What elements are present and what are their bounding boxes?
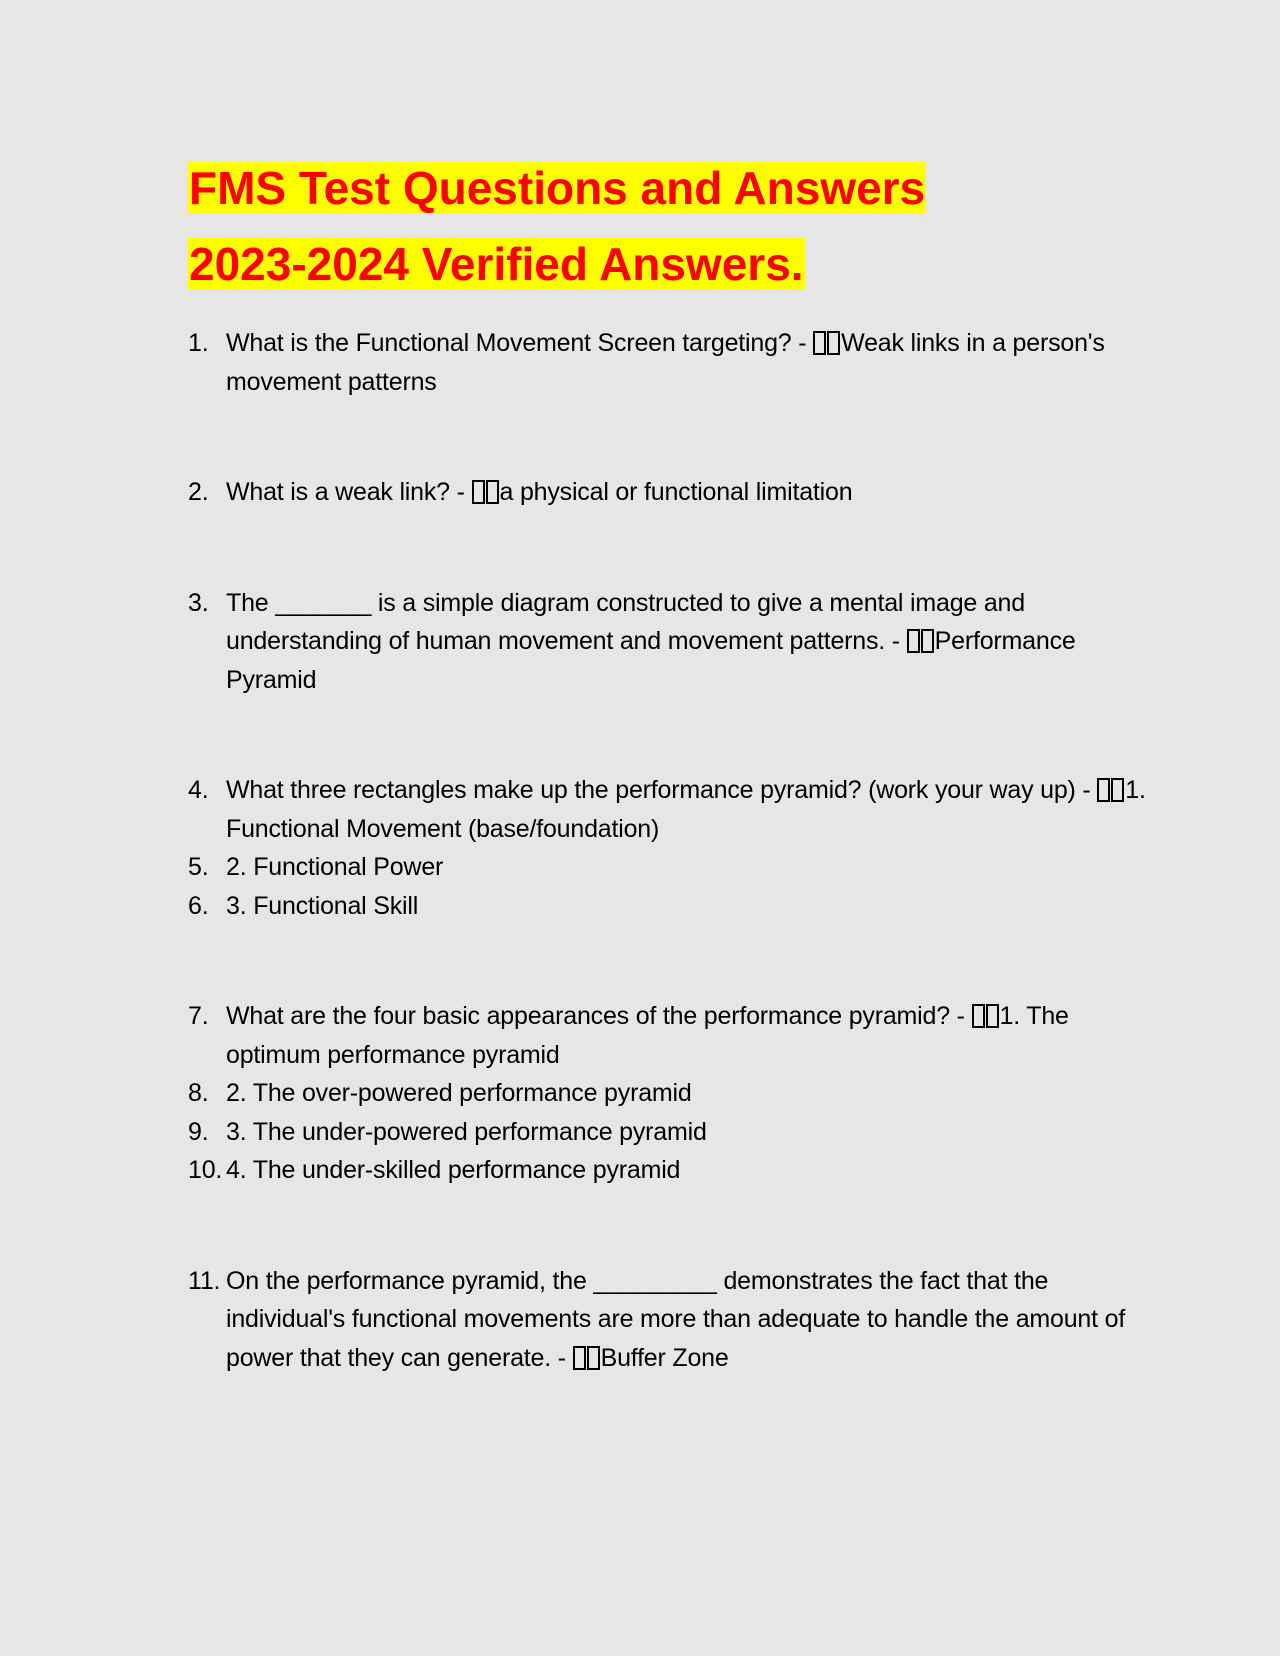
answer-text: 2. The over-powered performance pyramid — [226, 1079, 692, 1107]
question-text: What are the four basic appearances of the performance pyramid? - — [226, 1002, 972, 1030]
item-number: 2. — [188, 478, 209, 506]
item-number: 6. — [188, 891, 209, 920]
document-page — [188, 150, 1148, 1377]
list-item — [188, 584, 1148, 700]
title-line-2: 2023-2024 Verified Answers. — [189, 238, 804, 290]
item-number: 1. — [188, 329, 209, 357]
item-number: 5. — [188, 853, 209, 881]
list-item — [188, 324, 1148, 401]
question-text: What is the Functional Movement Screen targeting? - — [226, 329, 814, 357]
item-number: 11. — [188, 1266, 221, 1295]
missing-glyph-icon — [972, 1004, 985, 1028]
item-number: 9. — [188, 1117, 209, 1146]
missing-glyph-icon — [907, 629, 920, 653]
item-number: 8. — [188, 1079, 209, 1107]
answer-text: a physical or functional limitation — [499, 478, 853, 506]
answer-text: Performance Pyramid — [226, 627, 1076, 694]
question-text: What is a weak link? - — [226, 478, 472, 506]
missing-glyph-icon — [1111, 778, 1124, 802]
missing-glyph-icon — [573, 1346, 586, 1370]
list-item — [188, 1074, 1148, 1113]
question-list — [188, 324, 1148, 1377]
missing-glyph-icon — [813, 331, 826, 355]
missing-glyph-icon — [827, 331, 840, 355]
missing-glyph-icon — [1097, 778, 1110, 802]
item-number: 7. — [188, 1002, 209, 1030]
document-title — [188, 150, 1148, 302]
answer-text: 4. The under-skilled performance pyramid — [226, 1156, 681, 1184]
answer-text: 2. Functional Power — [226, 853, 444, 881]
list-item — [188, 887, 1148, 926]
list-item — [188, 1262, 1148, 1378]
answer-text: 3. Functional Skill — [226, 891, 419, 920]
item-number: 10. — [188, 1156, 223, 1184]
missing-glyph-icon — [587, 1346, 600, 1370]
list-item — [188, 1151, 1148, 1190]
missing-glyph-icon — [472, 480, 485, 504]
title-line-1: FMS Test Questions and Answers — [189, 162, 926, 214]
question-text: The _______ is a simple diagram constructed to give a mental image and understanding of human movement and movement patterns. - — [226, 588, 1025, 655]
list-item — [188, 771, 1148, 848]
list-item — [188, 997, 1148, 1074]
question-text: What three rectangles make up the performance pyramid? (work your way up) - — [226, 776, 1098, 804]
answer-text: 1. Functional Movement (base/foundation) — [226, 776, 1146, 843]
question-text: On the performance pyramid, the _________ demonstrates the fact that the individual's functional movements are more than adequate to handle the amount of power that they can generate. - — [226, 1266, 1126, 1372]
missing-glyph-icon — [921, 629, 934, 653]
answer-text: 1. The optimum performance pyramid — [226, 1002, 1069, 1069]
list-item — [188, 848, 1148, 887]
list-item — [188, 473, 1148, 512]
item-number: 3. — [188, 588, 209, 617]
answer-text: Weak links in a person's movement patterns — [226, 329, 1105, 396]
answer-text: Buffer Zone — [600, 1343, 729, 1372]
answer-text: 3. The under-powered performance pyramid — [226, 1117, 707, 1146]
list-item — [188, 1113, 1148, 1152]
missing-glyph-icon — [486, 480, 499, 504]
missing-glyph-icon — [986, 1004, 999, 1028]
item-number: 4. — [188, 776, 209, 804]
